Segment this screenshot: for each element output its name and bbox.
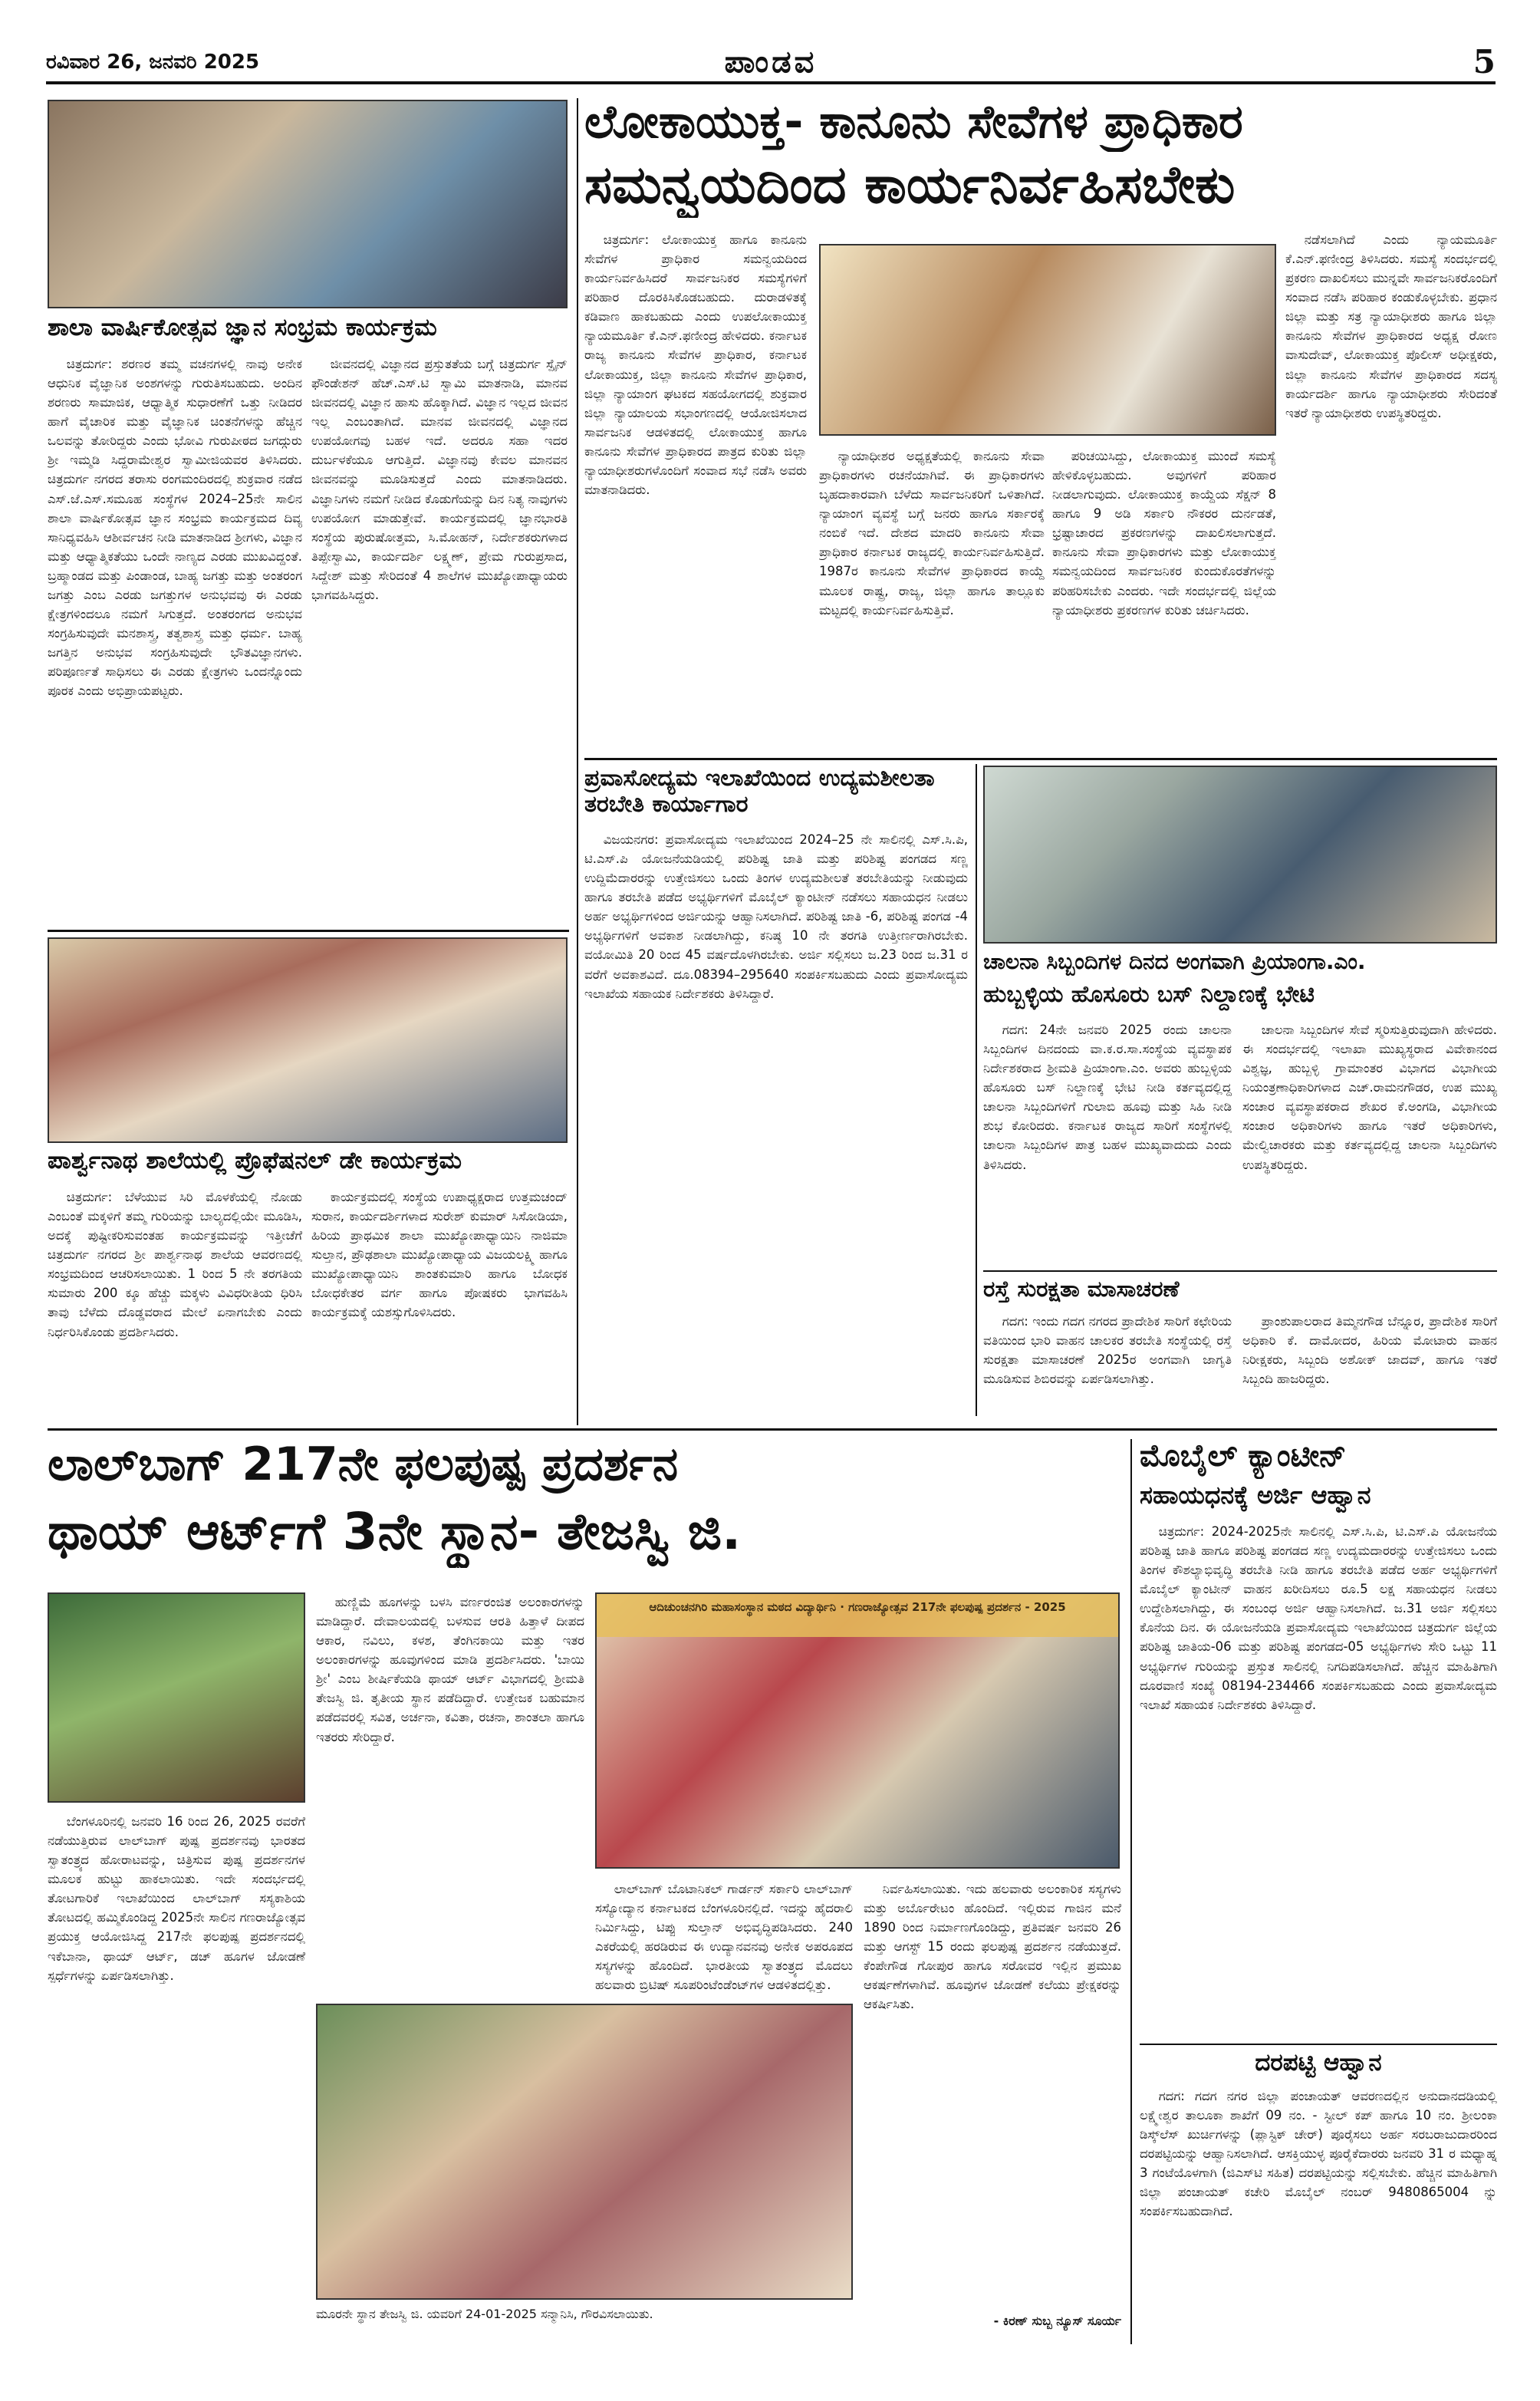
winners-photo bbox=[316, 2004, 853, 2300]
lokayukta-col3: ಪರಿಚಯಿಸಿದ್ದು, ಲೋಕಾಯುಕ್ತ ಮುಂದೆ ಸಮಸ್ಯೆ ಹೇಳಿಕೊಳ್ಳಬಹುದು. ಅವುಗಳಿಗೆ ಪರಿಹಾರ ನೀಡಲಾಗುವುದು. ಲೋಕಾಯುಕ್ತ ಕಾಯ್ದೆಯ ಸೆಕ್ಷನ್ 8 ಹಾಗೂ 9 ಅಡಿ ಸರ್ಕಾರಿ ನೌಕರರ ದುರ್ನಡತೆ, ಭ್ರಷ್ಟಾಚಾರದ ಪ್ರಕರಣಗಳನ್ನು ದಾಖಲಿಸಲಾಗುತ್ತದೆ. ಕಾನೂನು ಸೇವಾ ಪ್ರಾಧಿಕಾರಗಳು ಮತ್ತು ಲೋಕಾಯುಕ್ತ ಸಮನ್ವಯದಿಂದ ಸಾರ್ವಜನಿಕರ ಕುಂದುಕೊರತೆಗಳನ್ನು ಪರಿಹರಿಸಬೇಕು ಎಂದರು. ಇದೇ ಸಂದರ್ಭದಲ್ಲಿ ಜಿಲ್ಲೆಯ ನ್ಯಾಯಾಧೀಶರು ಪ್ರಕರಣಗಳ ಕುರಿತು ಚರ್ಚಿಸಿದರು. bbox=[1052, 449, 1276, 618]
parshwanath-body-right: ಕಾರ್ಯಕ್ರಮದಲ್ಲಿ ಸಂಸ್ಥೆಯ ಉಪಾಧ್ಯಕ್ಷರಾದ ಉತ್ತಮಚಂದ್ ಸುರಾನ, ಕಾರ್ಯದರ್ಶಿಗಳಾದ ಸುರೇಶ್ ಕುಮಾರ್ ಸಿಸೋಡಿಯಾ, ಹಿರಿಯ ಪ್ರಾಥಮಿಕ ಶಾಲಾ ಮುಖ್ಯೋಪಾಧ್ಯಾಯಿನಿ ನಾಜಿಮಾ ಸುಲ್ತಾನ, ಪ್ರೌಢಶಾಲಾ ಮುಖ್ಯೋಪಾಧ್ಯಾಯ ವಿಜಯಲಕ್ಷ್ಮಿ ಹಾಗೂ ಮುಖ್ಯೋಪಾಧ್ಯಾಯಿನಿ ಶಾಂತಕುಮಾರಿ ಹಾಗೂ ಬೋಧಕ ಬೋಧಕೇತರ ವರ್ಗ ಹಾಗೂ ಪೋಷಕರು ಭಾಗವಹಿಸಿ ಕಾರ್ಯಕ್ರಮಕ್ಕೆ ಯಶಸ್ಸುಗೊಳಿಸಿದರು. bbox=[311, 1190, 568, 1320]
rate-tender-headline: ದರಪಟ್ಟಿ ಆಹ್ವಾನ bbox=[1255, 2050, 1382, 2077]
school-anniversary-body-left: ಚಿತ್ರದುರ್ಗ: ಶರಣರ ತಮ್ಮ ವಚನಗಳಲ್ಲಿ ನಾವು ಅನೇಕ ಆಧುನಿಕ ವೈಜ್ಞಾನಿಕ ಅಂಶಗಳನ್ನು ಗುರುತಿಸಬಹುದು. ಅಂದಿನ ಶರಣರು ಸಾಮಾಜಿಕ, ಆಧ್ಯಾತ್ಮಿಕ ಸುಧಾರಣೆಗೆ ಒತ್ತು ನೀಡಿದರ ಹಾಗೆ ವೈಚಾರಿಕ ಮತ್ತು ವೈಜ್ಞಾನಿಕ ಚಿಂತನೆಗಳನ್ನು ಹೆಚ್ಚಿನ ಒಲವನ್ನು ತೋರಿದ್ದರು ಎಂದು ಭೋವಿ ಗುರುಪೀಠದ ಜಗದ್ಗುರು ಶ್ರೀ ಇಮ್ಮಡಿ ಸಿದ್ದರಾಮೇಶ್ವರ ಸ್ವಾಮೀಜಿಯವರ ತಿಳಿಸಿದರು. ಚಿತ್ರದುರ್ಗ ನಗರದ ತರಾಸು ರಂಗಮಂದಿರದಲ್ಲಿ ಶುಕ್ರವಾರ ನಡೆದ ಎಸ್.ಜೆ.ಎಸ್.ಸಮೂಹ ಸಂಸ್ಥೆಗಳ 2024–25ನೇ ಸಾಲಿನ ಶಾಲಾ ವಾರ್ಷಿಕೋತ್ಸವ ಜ್ಞಾನ ಸಂಭ್ರಮ ಕಾರ್ಯಕ್ರಮದ ದಿವ್ಯ ಸಾನಿಧ್ಯವಹಿಸಿ ಆಶೀರ್ವಚನ ನೀಡಿ ಮಾತನಾಡಿದ ಶ್ರೀಗಳು, ವಿಜ್ಞಾನ ಮತ್ತು ಆಧ್ಯಾತ್ಮಿಕತೆಯು ಒಂದೇ ನಾಣ್ಯದ ಎರಡು ಮುಖವಿದ್ದಂತೆ. ಬ್ರಹ್ಮಾಂಡದ ಮತ್ತು ಪಿಂಡಾಂಡ, ಬಾಹ್ಯ ಜಗತ್ತು ಮತ್ತು ಅಂತರಂಗ ಜಗತ್ತು ಎಂಬ ಎರಡು ಜಗತ್ತುಗಳ ಅನುಭವವು ಈ ಎರಡು ಕ್ಷೇತ್ರಗಳಿಂದಲೂ ನಮಗೆ ಸಿಗುತ್ತದೆ. ಅಂತರಂಗದ ಅನುಭವ ಸಂಗ್ರಹಿಸುವುದೇ ಮನಶಾಸ್ತ್ರ, ತತ್ವಶಾಸ್ತ್ರ ಮತ್ತು ಧರ್ಮ. ಬಾಹ್ಯ ಜಗತ್ತಿನ ಅನುಭವ ಸಂಗ್ರಹಿಸುವುದೇ ಭೌತವಿಜ್ಞಾನಗಳು. ಪರಿಪೂರ್ಣತೆ ಸಾಧಿಸಲು ಈ ಎರಡು ಕ್ಷೇತ್ರಗಳು ಒಂದನ್ನೊಂದು ಪೂರಕ ಎಂದು ಅಭಿಪ್ರಾಯಪಟ್ಟರು. bbox=[48, 357, 302, 699]
masthead: ಪಾಂಡವ bbox=[724, 44, 818, 80]
lokayukta-headline-line1: ಲೋಕಾಯುಕ್ತ- ಕಾನೂನು ಸೇವೆಗಳ ಪ್ರಾಧಿಕಾರ bbox=[584, 97, 1243, 149]
issue-date: ರವಿವಾರ 26, ಜನವರಿ 2025 bbox=[46, 51, 260, 74]
award-ceremony-photo bbox=[595, 1592, 1120, 1869]
divider bbox=[48, 930, 569, 932]
column-rule bbox=[577, 98, 578, 1425]
column-rule bbox=[976, 764, 977, 1416]
entrepreneurship-body: ವಿಜಯನಗರ: ಪ್ರವಾಸೋದ್ಯಮ ಇಲಾಖೆಯಿಂದ 2024–25 ನೇ ಸಾಲಿನಲ್ಲಿ ಎಸ್.ಸಿ.ಪಿ, ಟಿ.ಎಸ್.ಪಿ ಯೋಜನೆಯಡಿಯಲ್ಲಿ ಪರಿಶಿಷ್ಟ ಜಾತಿ ಮತ್ತು ಪರಿಶಿಷ್ಟ ಪಂಗಡದ ಸಣ್ಣ ಉದ್ದಿಮೆದಾರರನ್ನು ಉತ್ತೇಜಿಸಲು ಒಂದು ತಿಂಗಳ ಉದ್ಯಮಶೀಲತೆ ತರಬೇತಿಯನ್ನು ನೀಡುವುದು ಹಾಗೂ ತರಬೇತಿ ಪಡೆದ ಅಭ್ಯರ್ಥಿಗಳಿಗೆ ಮೊಬೈಲ್ ಕ್ಯಾಂಟೀನ್ ನಡೆಸಲು ಸಹಾಯಧನ ನೀಡಲು ಅರ್ಹ ಅಭ್ಯರ್ಥಿಗಳಿಂದ ಅರ್ಜಿಯನ್ನು ಆಹ್ವಾನಿಸಲಾಗಿದೆ. ಪರಿಶಿಷ್ಟ ಜಾತಿ -6, ಪರಿಶಿಷ್ಟ ಪಂಗಡ -4 ಅಭ್ಯರ್ಥಿಗಳಿಗೆ ಅವಕಾಶ ನೀಡಲಾಗಿದ್ದು, ಕನಿಷ್ಠ 10 ನೇ ತರಗತಿ ಉತ್ತೀರ್ಣರಾಗಿರಬೇಕು. ವಯೋಮಿತಿ 20 ರಿಂದ 45 ವರ್ಷದೊಳಗಿರಬೇಕು. ಅರ್ಜಿ ಸಲ್ಲಿಸಲು ಜ.23 ರಿಂದ ಜ.31 ರ ವರೆಗೆ ಅವಕಾಶವಿದೆ. ದೂ.08394–295640 ಸಂಪರ್ಕಿಸಬಹುದು ಎಂದು ಪ್ರವಾಸೋದ್ಯಮ ಇಲಾಖೆಯ ಸಹಾಯಕ ನಿರ್ದೇಶಕರು ತಿಳಿಸಿದ್ದಾರೆ. bbox=[584, 832, 968, 1001]
lalbagh-headline-line1: ಲಾಲ್‌ಬಾಗ್ 217ನೇ ಫಲಪುಷ್ಪ ಪ್ರದರ್ಶನ bbox=[48, 1439, 679, 1491]
divider bbox=[584, 758, 1497, 760]
lokayukta-col2: ನ್ಯಾಯಾಧೀಶರ ಅಧ್ಯಕ್ಷತೆಯಲ್ಲಿ ಕಾನೂನು ಸೇವಾ ಪ್ರಾಧಿಕಾರಗಳು ರಚನೆಯಾಗಿವೆ. ಈ ಪ್ರಾಧಿಕಾರಗಳು ಬೃಹದಾಕಾರವಾಗಿ ಬೆಳೆದು ಸಾರ್ವಜನಿಕರಿಗೆ ಒಳಿತಾಗಿದೆ. ನ್ಯಾಯಾಂಗ ವ್ಯವಸ್ಥೆ ಬಗ್ಗೆ ಜನರು ಹಾಗೂ ಸರ್ಕಾರಕ್ಕೆ ನಂಬಿಕೆ ಇದೆ. ದೇಶದ ಮಾದರಿ ಕಾನೂನು ಸೇವಾ ಪ್ರಾಧಿಕಾರ ಕರ್ನಾಟಕ ರಾಜ್ಯದಲ್ಲಿ ಕಾರ್ಯನಿರ್ವಹಿಸುತ್ತಿದೆ. 1987ರ ಕಾನೂನು ಸೇವೆಗಳ ಪ್ರಾಧಿಕಾರದ ಕಾಯ್ದೆ ಮೂಲಕ ರಾಷ್ಟ್ರ, ರಾಜ್ಯ, ಜಿಲ್ಲಾ ಹಾಗೂ ತಾಲ್ಲೂಕು ಮಟ್ಟದಲ್ಲಿ ಕಾರ್ಯನಿರ್ವಹಿಸುತ್ತಿವೆ. bbox=[819, 449, 1045, 618]
rate-tender-body: ಗದಗ: ಗದಗ ನಗರ ಜಿಲ್ಲಾ ಪಂಚಾಯತ್ ಆವರಣದಲ್ಲಿನ ಅನುದಾನದಡಿಯಲ್ಲಿ ಲಕ್ಷ್ಮೇಶ್ವರ ತಾಲೂಕಾ ಶಾಖೆಗೆ 09 ನಂ. - ಸ್ಟೀಲ್ ಕಪ್ ಹಾಗೂ 10 ನಂ. ಶ್ರೀಲಂಕಾ ಡಿಸ್ಕ್‌ಲೆಸ್ ಖುರ್ಚಿಗಳನ್ನು (ಪ್ಲಾಸ್ಟಿಕ್ ಚೇರ್) ಪೂರೈಸಲು ಅರ್ಹ ಸರಬರಾಜುದಾರರಿಂದ ದರಪಟ್ಟಿಯನ್ನು ಆಹ್ವಾನಿಸಲಾಗಿದೆ. ಆಸಕ್ತಿಯುಳ್ಳ ಪೂರೈಕೆದಾರರು ಜನವರಿ 31 ರ ಮಧ್ಯಾಹ್ನ 3 ಗಂಟೆಯೊಳಗಾಗಿ (ಜಿಎಸ್‌ಟಿ ಸಹಿತ) ದರಪಟ್ಟಿಯನ್ನು ಸಲ್ಲಿಸಬೇಕು. ಹೆಚ್ಚಿನ ಮಾಹಿತಿಗಾಗಿ ಜಿಲ್ಲಾ ಪಂಚಾಯತ್ ಕಚೇರಿ ಮೊಬೈಲ್ ನಂಬರ್ 9480865004 ನ್ನು ಸಂಪರ್ಕಿಸಬಹುದಾಗಿದೆ. bbox=[1140, 2089, 1497, 2219]
lokayukta-photo bbox=[819, 244, 1276, 436]
parshwanath-headline: ಪಾರ್ಶ್ವನಾಥ ಶಾಲೆಯಲ್ಲಿ ಪ್ರೊಫೆಷನಲ್ ಡೇ ಕಾರ್ಯಕ್ರಮ bbox=[48, 1148, 462, 1174]
road-safety-headline: ರಸ್ತೆ ಸುರಕ್ಷತಾ ಮಾಸಾಚರಣೆ bbox=[983, 1276, 1180, 1302]
mobile-canteen-headline-line2: ಸಹಾಯಧನಕ್ಕೆ ಅರ್ಜಿ ಆಹ್ವಾನ bbox=[1140, 1482, 1371, 1510]
lokayukta-col4: ನಡೆಸಲಾಗಿದೆ ಎಂದು ನ್ಯಾಯಮೂರ್ತಿ ಕೆ.ಎನ್.ಫಣೀಂದ್ರ ತಿಳಿಸಿದರು. ಸಮಸ್ಯೆ ಸಂದರ್ಭದಲ್ಲಿ ಪ್ರಕರಣ ದಾಖಲಿಸಲು ಮುನ್ನವೇ ಸಾರ್ವಜನಿಕರೊಂದಿಗೆ ಸಂವಾದ ನಡೆಸಿ ಪರಿಹಾರ ಕಂಡುಕೊಳ್ಳಬೇಕು. ಪ್ರಧಾನ ಜಿಲ್ಲಾ ಮತ್ತು ಸತ್ರ ನ್ಯಾಯಾಧೀಶರು ಹಾಗೂ ಜಿಲ್ಲಾ ಕಾನೂನು ಸೇವೆಗಳ ಪ್ರಾಧಿಕಾರದ ಅಧ್ಯಕ್ಷ ರೋಣ ವಾಸುದೇವ್, ಲೋಕಾಯುಕ್ತ ಪೊಲೀಸ್ ಅಧೀಕ್ಷಕರು, ಜಿಲ್ಲಾ ಕಾನೂನು ಸೇವೆಗಳ ಪ್ರಾಧಿಕಾರದ ಸದಸ್ಯ ಕಾರ್ಯದರ್ಶಿ ಹಾಗೂ ನ್ಯಾಯಾಧೀಶರು ಸೇರಿದಂತೆ ಇತರೆ ನ್ಯಾಯಾಧೀಶರು ಉಪಸ್ಥಿತರಿದ್ದರು. bbox=[1285, 232, 1497, 420]
exhibition-banner: ಆದಿಚುಂಚನಗಿರಿ ಮಹಾಸಂಸ್ಥಾನ ಮಠದ ವಿದ್ಯಾರ್ಥಿನಿ · ಗಣರಾಜ್ಯೋತ್ಸವ 217ನೇ ಫಲಪುಷ್ಪ ಪ್ರದರ್ಶನ - 2025 bbox=[597, 1594, 1118, 1637]
divider bbox=[983, 1270, 1497, 1272]
school-anniversary-photo bbox=[48, 100, 568, 308]
school-anniversary-body-right: ಜೀವನದಲ್ಲಿ ವಿಜ್ಞಾನದ ಪ್ರಸ್ತುತತೆಯ ಬಗ್ಗೆ ಚಿತ್ರದುರ್ಗ ಸ್ಪೈನ್ ಫೌಂಡೇಶನ್ ಹೆಚ್.ಎಸ್.ಟಿ ಸ್ವಾಮಿ ಮಾತನಾಡಿ, ಮಾನವ ಜೀವನದಲ್ಲಿ ವಿಜ್ಞಾನ ಹಾಸು ಹೊಕ್ಕಾಗಿದೆ. ವಿಜ್ಞಾನ ಇಲ್ಲದ ಜೀವನ ಇಲ್ಲ ಎಂಬಂತಾಗಿದೆ. ಮಾನವ ಜೀವನದಲ್ಲಿ ವಿಜ್ಞಾನದ ಉಪಯೋಗವು ಬಹಳ ಇದೆ. ಅದರೂ ಸಹಾ ಇದರ ದುರ್ಬಳಕೆಯೂ ಆಗುತ್ತಿದೆ. ವಿಜ್ಞಾನವು ಕೇವಲ ಮಾನವನ ಜೀವನವನ್ನು ಮೂಡಿಸುತ್ತದೆ ಎಂದು ಮಾತನಾಡಿದರು. ವಿಜ್ಞಾನಿಗಳು ನಮಗೆ ನೀಡಿದ ಕೊಡುಗೆಯನ್ನು ದಿನ ನಿತ್ಯ ನಾವುಗಳು ಉಪಯೋಗ ಮಾಡುತ್ತೇವೆ. ಕಾರ್ಯಕ್ರಮದಲ್ಲಿ ಜ್ಞಾನಭಾರತಿ ಸಂಸ್ಥೆಯ ಪುರುಷೋತ್ತಮ, ಸಿ.ಮೋಹನ್, ನಿರ್ದೇಶಕರುಗಳಾದ ತಿಪ್ಪೇಸ್ವಾಮಿ, ಕಾರ್ಯದರ್ಶಿ ಲಕ್ಷ್ಮಣ್, ಪ್ರೇಮ ಗುರುಪ್ರಸಾದ, ಸಿದ್ದೇಶ್ ಮತ್ತು ಸೇರಿದಂತೆ 4 ಶಾಲೆಗಳ ಮುಖ್ಯೋಪಾಧ್ಯಾಯರು ಭಾಗವಹಿಸಿದ್ದರು. bbox=[311, 357, 568, 602]
winners-photo-caption: ಮೂರನೇ ಸ್ಥಾನ ತೇಜಸ್ವಿ ಜಿ. ಯವರಿಗೆ 24-01-2025 ಸನ್ಮಾನಿಸಿ, ಗೌರವಿಸಲಾಯಿತು. bbox=[316, 2307, 653, 2321]
priyanga-body-left: ಗದಗ: 24ನೇ ಜನವರಿ 2025 ರಂದು ಚಾಲನಾ ಸಿಬ್ಬಂದಿಗಳ ದಿನದಂದು ವಾ.ಕ.ರ.ಸಾ.ಸಂಸ್ಥೆಯ ವ್ಯವಸ್ಥಾಪಕ ನಿರ್ದೇಶಕರಾದ ಶ್ರೀಮತಿ ಪ್ರಿಯಾಂಗಾ.ಎಂ. ಅವರು ಹುಬ್ಬಳ್ಳಿಯ ಹೊಸೂರು ಬಸ್ ನಿಲ್ದಾಣಕ್ಕೆ ಭೇಟಿ ನೀಡಿ ಕರ್ತವ್ಯದಲ್ಲಿದ್ದ ಚಾಲನಾ ಸಿಬ್ಬಂದಿಗಳಿಗೆ ಗುಲಾಬಿ ಹೂವು ಮತ್ತು ಸಿಹಿ ನೀಡಿ ಶುಭ ಕೋರಿದರು. ಕರ್ನಾಟಕ ರಾಜ್ಯದ ಸಾರಿಗೆ ಸಂಸ್ಥೆಗಳಲ್ಲಿ ಚಾಲನಾ ಸಿಬ್ಬಂದಿಗಳ ಪಾತ್ರ ಬಹಳ ಮುಖ್ಯವಾದುದು ಎಂದು ತಿಳಿಸಿದರು. bbox=[983, 1023, 1232, 1172]
divider bbox=[48, 1428, 1497, 1431]
bus-stand-visit-photo bbox=[983, 766, 1497, 944]
mobile-canteen-headline-line1: ಮೊಬೈಲ್ ಕ್ಯಾಂಟೀನ್ bbox=[1140, 1439, 1347, 1474]
mobile-canteen-body: ಚಿತ್ರದುರ್ಗ: 2024-2025ನೇ ಸಾಲಿನಲ್ಲಿ ಎಸ್.ಸಿ.ಪಿ, ಟಿ.ಎಸ್.ಪಿ ಯೋಜನೆಯ ಪರಿಶಿಷ್ಟ ಜಾತಿ ಹಾಗೂ ಪರಿಶಿಷ್ಟ ಪಂಗಡದ ಸಣ್ಣ ಉದ್ಯಮದಾರರನ್ನು ಉತ್ತೇಜಿಸಲು ಒಂದು ತಿಂಗಳ ಕೌಶಲ್ಯಾಭಿವೃದ್ಧಿ ತರಬೇತಿ ನೀಡಿ ಹಾಗೂ ತರಬೇತಿ ಪಡೆದ ಅರ್ಹ ಅಭ್ಯರ್ಥಿಗಳಿಗೆ ಮೊಬೈಲ್ ಕ್ಯಾಂಟೀನ್ ವಾಹನ ಖರೀದಿಸಲು ರೂ.5 ಲಕ್ಷ ಸಹಾಯಧನ ನೀಡಲು ಉದ್ದೇಶಿಸಲಾಗಿದ್ದು, ಈ ಸಂಬಂಧ ಅರ್ಜಿ ಆಹ್ವಾನಿಸಲಾಗಿದೆ. ಜ.31 ಅರ್ಜಿ ಸಲ್ಲಿಸಲು ಕೊನೆಯ ದಿನ. ಈ ಯೋಜನೆಯಡಿ ಪ್ರವಾಸೋದ್ಯಮ ಇಲಾಖೆಯಿಂದ ಚಿತ್ರದುರ್ಗ ಜಿಲ್ಲೆಯ ಪರಿಶಿಷ್ಟ ಜಾತಿಯ-06 ಮತ್ತು ಪರಿಶಿಷ್ಟ ಪಂಗಡದ-05 ಅಭ್ಯರ್ಥಿಗಳು ಸೇರಿ ಒಟ್ಟು 11 ಅಭ್ಯರ್ಥಿಗಳ ಗುರಿಯನ್ನು ಪ್ರಸ್ತುತ ಸಾಲಿನಲ್ಲಿ ನಿಗದಿಪಡಿಸಲಾಗಿದೆ. ಹೆಚ್ಚಿನ ಮಾಹಿತಿಗಾಗಿ ದೂರವಾಣಿ ಸಂಖ್ಯೆ 08194-234466 ಸಂಪರ್ಕಿಸಬಹುದು ಎಂದು ಪ್ರವಾಸೋದ್ಯಮ ಇಲಾಖೆ ಸಹಾಯಕ ನಿರ್ದೇಶಕರು ತಿಳಿಸಿದ್ದಾರೆ. bbox=[1140, 1524, 1497, 1712]
entrepreneurship-headline: ಪ್ರವಾಸೋದ್ಯಮ ಇಲಾಖೆಯಿಂದ ಉದ್ಯಮಶೀಲತಾ ತರಬೇತಿ ಕಾರ್ಯಾಗಾರ bbox=[584, 766, 935, 818]
school-anniversary-headline: ಶಾಲಾ ವಾರ್ಷಿಕೋತ್ಸವ ಜ್ಞಾನ ಸಂಭ್ರಮ ಕಾರ್ಯಕ್ರಮ bbox=[48, 315, 437, 341]
lokayukta-col1: ಚಿತ್ರದುರ್ಗ: ಲೋಕಾಯುಕ್ತ ಹಾಗೂ ಕಾನೂನು ಸೇವೆಗಳ ಪ್ರಾಧಿಕಾರ ಸಮನ್ವಯದಿಂದ ಕಾರ್ಯನಿರ್ವಹಿಸಿದರೆ ಸಾರ್ವಜನಿಕರ ಸಮಸ್ಯೆಗಳಿಗೆ ಪರಿಹಾರ ದೊರಕಿಸಿಕೊಡಬಹುದು. ದುರಾಡಳಿತಕ್ಕೆ ಕಡಿವಾಣ ಹಾಕಬಹುದು ಎಂದು ಉಪಲೋಕಾಯುಕ್ತ ನ್ಯಾಯಮೂರ್ತಿ ಕೆ.ಎನ್.ಫಣೀಂದ್ರ ಹೇಳಿದರು. ಕರ್ನಾಟಕ ರಾಜ್ಯ ಕಾನೂನು ಸೇವೆಗಳ ಪ್ರಾಧಿಕಾರ, ಕರ್ನಾಟಕ ಲೋಕಾಯುಕ್ತ, ಜಿಲ್ಲಾ ಕಾನೂನು ಸೇವೆಗಳ ಪ್ರಾಧಿಕಾರ, ಜಿಲ್ಲಾ ನ್ಯಾಯಾಂಗ ಘಟಕದ ಸಹಯೋಗದಲ್ಲಿ ಶುಕ್ರವಾರ ಜಿಲ್ಲಾ ನ್ಯಾಯಾಲಯ ಸಭಾಂಗಣದಲ್ಲಿ ಆಯೋಜಿಸಲಾದ ಸಾರ್ವಜನಿಕ ಆಡಳಿತದಲ್ಲಿ ಲೋಕಾಯುಕ್ತ ಹಾಗೂ ಕಾನೂನು ಸೇವೆಗಳ ಪ್ರಾಧಿಕಾರದ ಪಾತ್ರದ ಕುರಿತು ಜಿಲ್ಲಾ ನ್ಯಾಯಾಧೀಶರುಗಳೊಂದಿಗೆ ಸಂವಾದ ಸಭೆ ನಡೆಸಿ ಅವರು ಮಾತನಾಡಿದರು. bbox=[584, 232, 807, 498]
lalbagh-col4: ನಿರ್ವಹಿಸಲಾಯಿತು. ಇದು ಹಲವಾರು ಅಲಂಕಾರಿಕ ಸಸ್ಯಗಳು ಮತ್ತು ಅರ್ಬೊರೇಟಂ ಹೊಂದಿದೆ. ಇಲ್ಲಿರುವ ಗಾಜಿನ ಮನೆ 1890 ರಿಂದ ನಿರ್ಮಾಣಗೊಂಡಿದ್ದು, ಪ್ರತಿವರ್ಷ ಜನವರಿ 26 ಮತ್ತು ಆಗಸ್ಟ್ 15 ರಂದು ಫಲಪುಷ್ಪ ಪ್ರದರ್ಶನ ನಡೆಯುತ್ತದೆ. ಕೆಂಪೇಗೌಡ ಗೋಪುರ ಹಾಗೂ ಸರೋವರ ಇಲ್ಲಿನ ಪ್ರಮುಖ ಆಕರ್ಷಣೆಗಳಾಗಿವೆ. ಹೂವುಗಳ ಜೋಡಣೆ ಕಲೆಯು ಪ್ರೇಕ್ಷಕರನ್ನು ಆಕರ್ಷಿಸಿತು. bbox=[864, 1882, 1121, 2012]
divider bbox=[1140, 2044, 1497, 2045]
priyanga-headline-line2: ಹುಬ್ಬಳ್ಳಿಯ ಹೊಸೂರು ಬಸ್ ನಿಲ್ದಾಣಕ್ಕೆ ಭೇಟಿ bbox=[983, 982, 1315, 1008]
page-number: 5 bbox=[1473, 43, 1496, 81]
thai-art-exhibit-photo bbox=[48, 1592, 305, 1803]
lalbagh-byline: - ಕಿರಣ್ ಸುಬ್ಬ ನ್ಯೂಸ್ ಸೂರ್ಯ bbox=[993, 2314, 1121, 2328]
lalbagh-col1: ಬೆಂಗಳೂರಿನಲ್ಲಿ ಜನವರಿ 16 ರಿಂದ 26, 2025 ರವರೆಗೆ ನಡೆಯುತ್ತಿರುವ ಲಾಲ್‌ಬಾಗ್ ಪುಷ್ಪ ಪ್ರದರ್ಶನವು ಭಾರತದ ಸ್ವಾತಂತ್ರ್ಯದ ಹೋರಾಟವನ್ನು, ಚಿತ್ರಿಸುವ ಪುಷ್ಪ ಪ್ರದರ್ಶನಗಳ ಮೂಲಕ ಹುಟ್ಟು ಹಾಕಲಾಯಿತು. ಇದೇ ಸಂದರ್ಭದಲ್ಲಿ ತೋಟಗಾರಿಕೆ ಇಲಾಖೆಯಿಂದ ಲಾಲ್‌ಬಾಗ್ ಸಸ್ಯಕಾಶಿಯ ತೋಟದಲ್ಲಿ ಹಮ್ಮಿಕೊಂಡಿದ್ದ 2025ನೇ ಸಾಲಿನ ಗಣರಾಜ್ಯೋತ್ಸವ ಪ್ರಯುಕ್ತ ಆಯೋಜಿಸಿದ್ದ 217ನೇ ಫಲಪುಷ್ಪ ಪ್ರದರ್ಶನದಲ್ಲಿ ಇಕೆಬಾನಾ, ಥಾಯ್ ಆರ್ಟ್, ಡಚ್ ಹೂಗಳ ಜೋಡಣೆ ಸ್ಪರ್ಧೆಗಳನ್ನು ಏರ್ಪಡಿಸಲಾಗಿತ್ತು. bbox=[48, 1814, 305, 1983]
page-header bbox=[46, 44, 1496, 84]
priyanga-headline-line1: ಚಾಲನಾ ಸಿಬ್ಬಂದಿಗಳ ದಿನದ ಅಂಗವಾಗಿ ಪ್ರಿಯಾಂಗಾ.ಎಂ. bbox=[983, 950, 1366, 974]
parshwanath-body-left: ಚಿತ್ರದುರ್ಗ: ಬೆಳೆಯುವ ಸಿರಿ ಮೊಳಕೆಯಲ್ಲಿ ನೋಡು ಎಂಬಂತೆ ಮಕ್ಕಳಿಗೆ ತಮ್ಮ ಗುರಿಯನ್ನು ಬಾಲ್ಯದಲ್ಲಿಯೇ ಮೂಡಿಸಿ, ಅದಕ್ಕೆ ಪುಷ್ಟೀಕರಿಸುವಂತಹ ಕಾರ್ಯಕ್ರಮವನ್ನು ಇತ್ತೀಚೆಗೆ ಚಿತ್ರದುರ್ಗ ನಗರದ ಶ್ರೀ ಪಾರ್ಶ್ವನಾಥ ಶಾಲೆಯ ಆವರಣದಲ್ಲಿ ಸಂಭ್ರಮದಿಂದ ಆಚರಿಸಲಾಯಿತು. 1 ರಿಂದ 5 ನೇ ತರಗತಿಯ ಸುಮಾರು 200 ಕ್ಕೂ ಹೆಚ್ಚು ಮಕ್ಕಳು ವಿವಿಧರೀತಿಯ ಧಿರಿಸಿ ತಾವು ಬೆಳೆದು ದೊಡ್ಡವರಾದ ಮೇಲೆ ಏನಾಗಬೇಕು ಎಂದು ನಿರ್ಧರಿಸಿಕೊಂಡು ಪ್ರದರ್ಶಿಸಿದರು. bbox=[48, 1190, 302, 1339]
parshwanath-photo bbox=[48, 937, 568, 1143]
lalbagh-col3-top: ಲಾಲ್‌ಬಾಗ್ ಬೊಟಾನಿಕಲ್ ಗಾರ್ಡನ್ ಸರ್ಕಾರಿ ಲಾಲ್‌ಬಾಗ್ ಸಸ್ಯೋದ್ಯಾನ ಕರ್ನಾಟಕದ ಬೆಂಗಳೂರಿನಲ್ಲಿದೆ. ಇದನ್ನು ಹೈದರಾಲಿ ನಿರ್ಮಿಸಿದ್ದು, ಟಿಪ್ಪು ಸುಲ್ತಾನ್ ಅಭಿವೃದ್ಧಿಪಡಿಸಿದರು. 240 ಎಕರೆಯಲ್ಲಿ ಹರಡಿರುವ ಈ ಉದ್ಯಾನವನವು ಅನೇಕ ಅಪರೂಪದ ಸಸ್ಯಗಳನ್ನು ಹೊಂದಿದೆ. ಭಾರತೀಯ ಸ್ವಾತಂತ್ರ್ಯದ ಮೊದಲು ಹಲವಾರು ಬ್ರಿಟಿಷ್ ಸೂಪರಿಂಟೆಂಡೆಂಟ್‌ಗಳ ಆಡಳಿತದಲ್ಲಿತ್ತು. bbox=[595, 1882, 853, 1993]
road-safety-body-left: ಗದಗ: ಇಂದು ಗದಗ ನಗರದ ಪ್ರಾದೇಶಿಕ ಸಾರಿಗೆ ಕಛೇರಿಯ ವತಿಯಿಂದ ಭಾರಿ ವಾಹನ ಚಾಲಕರ ತರಬೇತಿ ಸಂಸ್ಥೆಯಲ್ಲಿ ರಸ್ತೆ ಸುರಕ್ಷತಾ ಮಾಸಾಚರಣೆ 2025ರ ಅಂಗವಾಗಿ ಜಾಗೃತಿ ಮೂಡಿಸುವ ಶಿಬಿರವನ್ನು ಏರ್ಪಡಿಸಲಾಗಿತ್ತು. bbox=[983, 1314, 1232, 1387]
lokayukta-headline-line2: ಸಮನ್ವಯದಿಂದ ಕಾರ್ಯನಿರ್ವಹಿಸಬೇಕು bbox=[584, 156, 1236, 216]
lalbagh-col2: ಹುಣ್ಣಿಮೆ ಹೂಗಳನ್ನು ಬಳಸಿ ವರ್ಣರಂಜಿತ ಅಲಂಕಾರಗಳನ್ನು ಮಾಡಿದ್ದಾರೆ. ದೇವಾಲಯದಲ್ಲಿ ಬಳಸುವ ಆರತಿ ಹಿತ್ತಾಳೆ ದೀಪದ ಆಕಾರ, ನವಿಲು, ಕಳಶ, ತೆಂಗಿನಕಾಯಿ ಮತ್ತು ಇತರ ಅಲಂಕಾರಗಳನ್ನು ಹೂವುಗಳಿಂದ ಮಾಡಿ ಪ್ರದರ್ಶಿಸಿದರು. 'ಬಾಯಿ ಶ್ರೀ' ಎಂಬ ಶೀರ್ಷಿಕೆಯಡಿ ಥಾಯ್ ಆರ್ಟ್ ವಿಭಾಗದಲ್ಲಿ ಶ್ರೀಮತಿ ತೇಜಸ್ವಿ ಜಿ. ತೃತೀಯ ಸ್ಥಾನ ಪಡೆದಿದ್ದಾರೆ. ಉತ್ತೇಜಕ ಬಹುಮಾನ ಪಡೆದವರಲ್ಲಿ ಸವಿತ, ಅರ್ಚನಾ, ಕವಿತಾ, ರಚನಾ, ಶಾಂತಲಾ ಹಾಗೂ ಇತರರು ಸೇರಿದ್ದಾರೆ. bbox=[316, 1595, 584, 1744]
priyanga-body-right: ಚಾಲನಾ ಸಿಬ್ಬಂದಿಗಳ ಸೇವೆ ಸ್ಮರಿಸುತ್ತಿರುವುದಾಗಿ ಹೇಳಿದರು. ಈ ಸಂದರ್ಭದಲ್ಲಿ ಇಲಾಖಾ ಮುಖ್ಯಸ್ಥರಾದ ವಿವೇಕಾನಂದ ವಿಶ್ವಜ್ಞ, ಹುಬ್ಬಳ್ಳಿ ಗ್ರಾಮಾಂತರ ವಿಭಾಗದ ವಿಭಾಗೀಯ ನಿಯಂತ್ರಣಾಧಿಕಾರಿಗಳಾದ ಎಚ್.ರಾಮನಗೌಡರ, ಉಪ ಮುಖ್ಯ ಸಂಚಾರ ವ್ಯವಸ್ಥಾಪಕರಾದ ಶೇಖರ ಕೆ.ಅಂಗಡಿ, ವಿಭಾಗೀಯ ಸಂಚಾರ ಅಧಿಕಾರಿಗಳು ಹಾಗೂ ಇತರೆ ಅಧಿಕಾರಿಗಳು, ಮೇಲ್ವಿಚಾರಕರು ಮತ್ತು ಕರ್ತವ್ಯದಲ್ಲಿದ್ದ ಚಾಲನಾ ಸಿಬ್ಬಂದಿಗಳು ಉಪಸ್ಥಿತರಿದ್ದರು. bbox=[1242, 1023, 1497, 1172]
lalbagh-headline-line2: ಥಾಯ್ ಆರ್ಟ್‌ಗೆ 3ನೇ ಸ್ಥಾನ- ತೇಜಸ್ವಿ ಜಿ. bbox=[48, 1504, 742, 1561]
road-safety-body-right: ಪ್ರಾಂಶುಪಾಲರಾದ ತಿಮ್ಮನಗೌಡ ಬೆನ್ನೂರ, ಪ್ರಾದೇಶಿಕ ಸಾರಿಗೆ ಅಧಿಕಾರಿ ಕೆ. ದಾಮೋದರ, ಹಿರಿಯ ಮೋಟಾರು ವಾಹನ ನಿರೀಕ್ಷಕರು, ಸಿಬ್ಬಂದಿ ಅಶೋಕ್ ಜಾದವ್, ಹಾಗೂ ಇತರೆ ಸಿಬ್ಬಂದಿ ಹಾಜರಿದ್ದರು. bbox=[1242, 1314, 1497, 1387]
column-rule bbox=[1130, 1439, 1132, 2344]
